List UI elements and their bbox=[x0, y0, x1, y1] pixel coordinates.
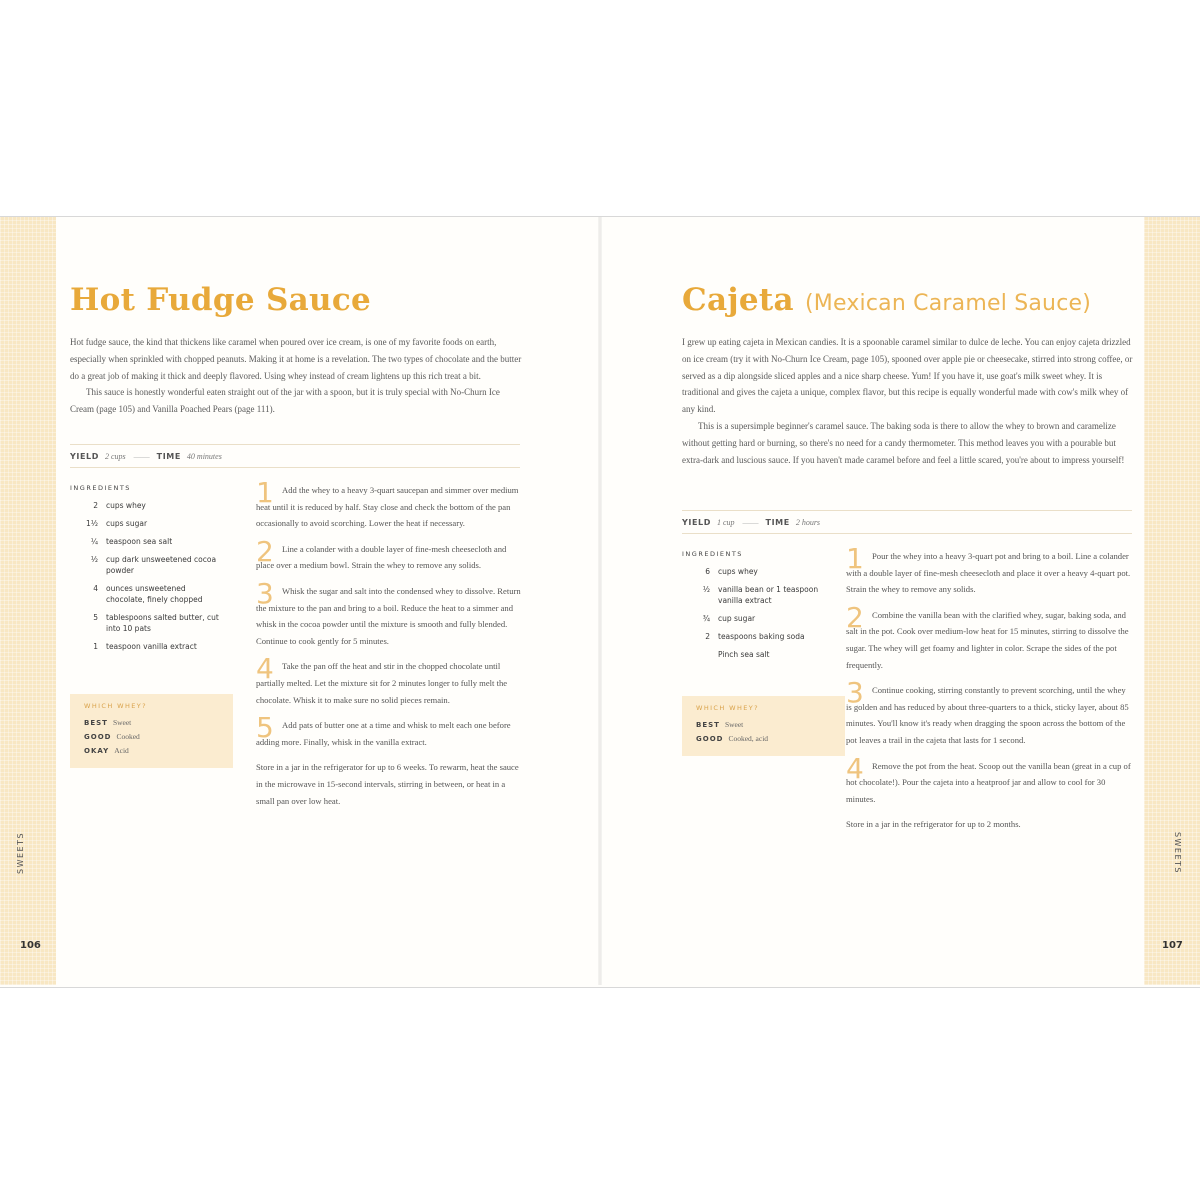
step-text: Whisk the sugar and salt into the condensed whey to dissolve. Return the mixture to the pan and bring to a boil. Reduce the heat to a simmer and whisk in the cocoa powder until the mixture is smooth and fully blended. Continue to cook gently for 5 minutes. bbox=[256, 585, 521, 646]
ingredient-qty: 6 bbox=[705, 567, 710, 576]
which-whey-heading: WHICH WHEY? bbox=[84, 702, 147, 710]
ingredient-qty: ½ bbox=[90, 555, 98, 564]
ingredient-text: vanilla bean or 1 teaspoon vanilla extract bbox=[718, 585, 819, 605]
right-section-tab: SWEETS bbox=[1173, 831, 1182, 874]
whey-type: Sweet bbox=[112, 718, 132, 727]
step-number: 2 bbox=[846, 600, 864, 634]
intro-paragraph: This is a supersimple beginner's caramel sauce. The baking soda is there to allow the whey to brown and caramelize without getting hard or burning, so there's no need for a candy thermometer. This method leaves you with a pourable but extra-dark and luscious sauce. If you haven't made caramel before and feel a little scared, you're about to impress yourself! bbox=[682, 420, 1125, 465]
step-number: 3 bbox=[846, 676, 864, 710]
which-whey-row bbox=[696, 732, 831, 746]
ingredients-heading: INGREDIENTS bbox=[682, 550, 743, 558]
recipe-step bbox=[846, 676, 1132, 748]
step-text: Take the pan off the heat and stir in the chopped chocolate until partially melted. Let the mixture sit for 2 minutes longer to fully melt the chocolate. Whisk it to make sure no solid pieces remain. bbox=[256, 661, 508, 705]
yield-label: YIELD bbox=[70, 451, 99, 461]
step-text: Line a colander with a double layer of fine-mesh cheesecloth and place over a medium bowl. Strain the whey to remove any solids. bbox=[256, 543, 507, 571]
ingredients-list bbox=[682, 550, 832, 667]
recipe-step bbox=[256, 476, 522, 532]
time-value: 2 hours bbox=[795, 517, 821, 527]
ingredient-text: cups whey bbox=[106, 501, 146, 510]
ingredient-qty: 1½ bbox=[85, 519, 98, 528]
ingredient-item bbox=[682, 584, 832, 606]
recipe-title: Hot Fudge Sauce bbox=[70, 282, 372, 318]
whey-grade: BEST bbox=[696, 721, 720, 729]
whey-type: Cooked bbox=[116, 732, 140, 741]
ingredient-item bbox=[682, 649, 832, 660]
divider-dashes: — — bbox=[742, 517, 758, 527]
recipe-step bbox=[256, 534, 522, 574]
left-page bbox=[70, 216, 522, 986]
left-page-number: 106 bbox=[20, 940, 41, 951]
whey-type: Cooked, acid bbox=[728, 734, 769, 743]
whey-grade: GOOD bbox=[696, 735, 724, 743]
yield-value: 1 cup bbox=[716, 517, 735, 527]
recipe-title-main: Cajeta bbox=[682, 282, 794, 318]
recipe-step bbox=[256, 576, 522, 649]
recipe-steps bbox=[846, 542, 1132, 833]
whey-type: Acid bbox=[114, 746, 129, 755]
ingredient-item bbox=[682, 631, 832, 642]
whey-grade: OKAY bbox=[84, 747, 110, 755]
step-number: 4 bbox=[256, 652, 274, 686]
recipe-step bbox=[256, 652, 522, 708]
yield-value: 2 cups bbox=[104, 451, 126, 461]
step-number: 4 bbox=[846, 751, 864, 785]
step-text: Add the whey to a heavy 3-quart saucepan and simmer over medium heat until it is reduced by half. Stay close and check the bottom of the pan occasionally to avoid scorching. Lower the heat if necessary. bbox=[256, 485, 519, 529]
right-page-number: 107 bbox=[1162, 940, 1183, 951]
ingredient-text: cups sugar bbox=[106, 519, 148, 528]
ingredient-text: teaspoon vanilla extract bbox=[106, 642, 197, 651]
yield-time-bar bbox=[682, 510, 1132, 534]
yield-time-bar bbox=[70, 444, 520, 468]
step-number: 5 bbox=[256, 711, 274, 745]
whey-grade: BEST bbox=[84, 719, 108, 727]
whey-type: Sweet bbox=[724, 720, 744, 729]
whey-grade: GOOD bbox=[84, 733, 112, 741]
storage-note: Store in a jar in the refrigerator for up to 2 months. bbox=[846, 819, 1021, 830]
ingredient-qty: 4 bbox=[93, 584, 98, 593]
which-whey-row bbox=[84, 730, 219, 744]
time-value: 40 minutes bbox=[186, 451, 222, 461]
ingredients-heading: INGREDIENTS bbox=[70, 484, 131, 492]
ingredient-text: tablespoons salted butter, cut into 10 pats bbox=[106, 613, 219, 633]
ingredient-item bbox=[70, 518, 220, 529]
divider-dashes: — — bbox=[133, 451, 149, 461]
ingredient-qty: 5 bbox=[93, 613, 98, 622]
ingredient-item bbox=[682, 566, 832, 577]
time-label: TIME bbox=[765, 517, 790, 527]
ingredient-item bbox=[70, 641, 220, 652]
step-text: Combine the vanilla bean with the clarified whey, sugar, baking soda, and salt in the pot. Cook over medium-low heat for 15 minutes, stirring to dissolve the sugar. The whey will get foamy and lighter in color. Scrape the sides of the pot frequently. bbox=[846, 609, 1129, 670]
ingredient-item bbox=[70, 612, 220, 634]
recipe-step bbox=[846, 751, 1132, 808]
step-text: Continue cooking, stirring constantly to prevent scorching, until the whey is golden and has reduced by about three-quarters to a thick, sticky layer, about 85 minutes. You'll know it's ready when dragging the spoon across the bottom of the pot leaves a trail in the cajeta that lasts for 1 second. bbox=[846, 685, 1129, 745]
ingredient-text: cup dark unsweetened cocoa powder bbox=[106, 555, 217, 575]
ingredient-text: cups whey bbox=[718, 567, 758, 576]
recipe-intro bbox=[682, 334, 1134, 468]
ingredient-text: Pinch sea salt bbox=[718, 650, 770, 659]
ingredients-list bbox=[70, 484, 220, 659]
ingredient-item bbox=[682, 613, 832, 624]
book-gutter bbox=[598, 217, 602, 985]
which-whey-row bbox=[84, 744, 219, 758]
left-section-tab: SWEETS bbox=[16, 831, 25, 874]
ingredient-text: cup sugar bbox=[718, 614, 756, 623]
recipe-step bbox=[846, 542, 1132, 598]
step-number: 1 bbox=[846, 542, 864, 575]
recipe-step bbox=[846, 600, 1132, 673]
ingredient-qty: ¾ bbox=[702, 614, 710, 623]
recipe-subtitle: (Mexican Caramel Sauce) bbox=[805, 291, 1092, 316]
intro-paragraph: This sauce is honestly wonderful eaten straight out of the jar with a spoon, but it is truly special with No-Churn Ice Cream (page 105) and Vanilla Poached Pears (page 111). bbox=[70, 387, 500, 415]
right-page-edge-stripe bbox=[1144, 217, 1200, 985]
ingredient-item bbox=[70, 583, 220, 605]
ingredient-qty: 1 bbox=[93, 642, 98, 651]
ingredient-qty: ¼ bbox=[90, 537, 98, 546]
which-whey-box bbox=[70, 694, 233, 768]
which-whey-row bbox=[696, 718, 831, 732]
ingredient-text: teaspoons baking soda bbox=[718, 632, 805, 641]
step-number: 2 bbox=[256, 534, 274, 568]
time-label: TIME bbox=[156, 451, 181, 461]
recipe-step bbox=[256, 711, 522, 750]
left-page-edge-stripe bbox=[0, 217, 56, 985]
yield-label: YIELD bbox=[682, 517, 711, 527]
recipe-title bbox=[682, 282, 1091, 318]
right-page bbox=[682, 216, 1134, 986]
recipe-intro bbox=[70, 334, 522, 418]
ingredient-qty: ½ bbox=[702, 585, 710, 594]
step-text: Remove the pot from the heat. Scoop out the vanilla bean (great in a cup of hot chocolate!). Pour the cajeta into a heatproof jar and allow to cool for 30 minutes. bbox=[846, 760, 1131, 804]
which-whey-row bbox=[84, 716, 219, 730]
ingredient-item bbox=[70, 554, 220, 576]
intro-paragraph: I grew up eating cajeta in Mexican candies. It is a spoonable caramel similar to dulce de leche. You can enjoy cajeta drizzled on ice cream (try it with No-Churn Ice Cream, page 105), spooned over apple pie or cheesecake, stirred into strong coffee, or served as a dip alongside sliced apples and a nice sharp cheese. Yum! If you have it, use goat's milk sweet whey. It is traditional and gives the cajeta a unique, complex flavor, but this recipe is equally wonderful made with cow's milk whey of any kind. bbox=[682, 337, 1133, 415]
ingredient-item bbox=[70, 500, 220, 511]
intro-paragraph: Hot fudge sauce, the kind that thickens like caramel when poured over ice cream, is one of my favorite foods on earth, especially when sprinkled with chopped peanuts. Making it at home is a revelation. The two types of chocolate and the butter do a great job of making it thick and deeply flavored. Using whey instead of cream lightens up this rich treat a bit. bbox=[70, 337, 522, 381]
step-number: 1 bbox=[256, 476, 274, 509]
ingredient-qty: 2 bbox=[705, 632, 710, 641]
ingredient-item bbox=[70, 536, 220, 547]
step-text: Pour the whey into a heavy 3-quart pot and bring to a boil. Line a colander with a double layer of fine-mesh cheesecloth and place it over a heavy 4-quart pot. Strain the whey to remove any solids. bbox=[846, 551, 1131, 595]
recipe-steps bbox=[256, 476, 522, 809]
which-whey-box bbox=[682, 696, 845, 756]
ingredient-qty: 2 bbox=[93, 501, 98, 510]
step-number: 3 bbox=[256, 576, 274, 610]
ingredient-text: teaspoon sea salt bbox=[106, 537, 173, 546]
step-text: Add pats of butter one at a time and whisk to melt each one before adding more. Finally, whisk in the vanilla extract. bbox=[256, 720, 511, 747]
ingredient-text: ounces unsweetened chocolate, finely chopped bbox=[106, 584, 203, 604]
which-whey-heading: WHICH WHEY? bbox=[696, 704, 759, 712]
storage-note: Store in a jar in the refrigerator for up to 6 weeks. To rewarm, heat the sauce in the microwave in 15-second intervals, stirring in between, or heat in a small pan over low heat. bbox=[256, 762, 519, 806]
ingredient-qty bbox=[682, 649, 718, 660]
